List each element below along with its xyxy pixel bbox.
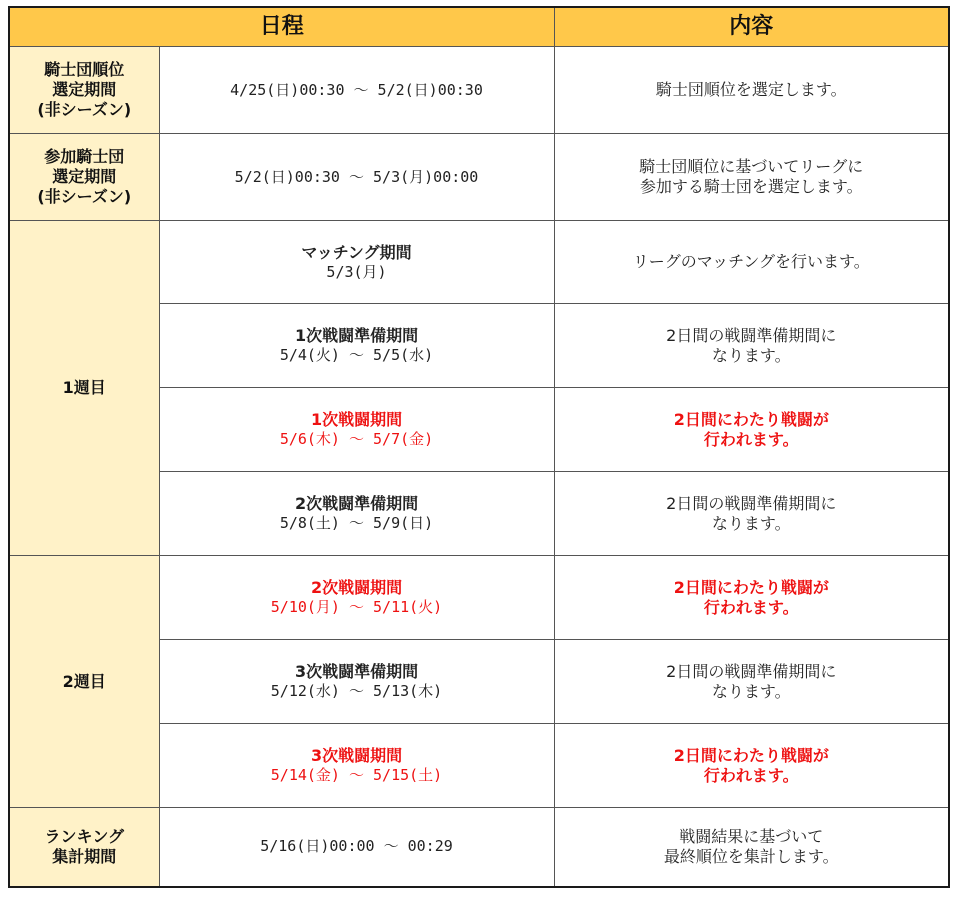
row-label-line: ランキング [44, 826, 125, 846]
schedule-cell [159, 388, 554, 472]
content-cell [554, 388, 949, 472]
schedule-cell [159, 556, 554, 640]
content-line: リーグのマッチングを行います。 [632, 252, 870, 271]
row-label [9, 47, 159, 134]
schedule-cell [159, 724, 554, 808]
schedule-date: 4/25(日)00:30 ～ 5/2(日)00:30 [230, 80, 483, 99]
schedule-title: 3次戦闘準備期間 [294, 662, 419, 682]
content-line: 行われます。 [703, 429, 799, 449]
content-cell [554, 556, 949, 640]
table-row [9, 556, 949, 640]
table-row [9, 134, 949, 221]
row-label [9, 556, 159, 808]
row-label [9, 221, 159, 556]
schedule-date: 5/4(火) ～ 5/5(水) [279, 346, 434, 365]
schedule-cell [159, 304, 554, 388]
schedule-title: 3次戦闘期間 [310, 746, 403, 766]
row-label-line: 参加騎士団 [44, 147, 125, 166]
row-label-line: 騎士団順位 [44, 60, 125, 79]
header-row [9, 7, 949, 47]
content-cell [554, 221, 949, 304]
schedule-title: 1次戦闘期間 [310, 410, 403, 430]
content-line: 2日間にわたり戦闘が [673, 745, 829, 765]
content-line: 2日間の戦闘準備期間に [666, 661, 837, 681]
schedule-header: 日程 [9, 7, 554, 47]
content-line: 戦闘結果に基づいて [679, 826, 824, 846]
table-row [9, 221, 949, 304]
row-label-line: 2週目 [62, 671, 106, 691]
row-label [9, 134, 159, 221]
content-line: 行われます。 [703, 597, 799, 617]
content-cell [554, 640, 949, 724]
schedule-date: 5/10(月) ～ 5/11(火) [270, 598, 443, 617]
content-line: 最終順位を集計します。 [663, 846, 839, 866]
schedule-date: 5/16(日)00:00 ～ 00:29 [260, 837, 453, 856]
table-row [9, 47, 949, 134]
schedule-table [8, 6, 950, 888]
schedule-date: 5/8(土) ～ 5/9(日) [279, 514, 434, 533]
row-label-line: (非シーズン) [37, 187, 132, 206]
content-cell [554, 134, 949, 221]
content-line: なります。 [711, 345, 791, 365]
content-line: 行われます。 [703, 765, 799, 785]
content-cell [554, 808, 949, 887]
row-label-line: (非シーズン) [37, 100, 132, 119]
schedule-date: 5/12(水) ～ 5/13(木) [270, 682, 443, 701]
content-header: 内容 [554, 7, 949, 47]
schedule-date: 5/14(金) ～ 5/15(土) [270, 766, 443, 785]
content-line: なります。 [711, 513, 791, 533]
row-label-line: 選定期間 [52, 167, 117, 186]
content-line: 2日間にわたり戦闘が [673, 409, 829, 429]
row-label-line: 選定期間 [52, 80, 117, 99]
schedule-cell [159, 640, 554, 724]
content-line: 騎士団順位に基づいてリーグに [639, 157, 864, 176]
schedule-title: 1次戦闘準備期間 [294, 326, 419, 346]
schedule-cell [159, 472, 554, 556]
schedule-title: マッチング期間 [301, 242, 412, 262]
schedule-title: 2次戦闘期間 [310, 578, 403, 598]
schedule-cell [159, 134, 554, 221]
schedule-cell [159, 808, 554, 887]
schedule-cell [159, 221, 554, 304]
content-cell [554, 472, 949, 556]
content-line: 2日間にわたり戦闘が [673, 577, 829, 597]
content-line: なります。 [711, 681, 791, 701]
content-cell [554, 724, 949, 808]
content-line: 2日間の戦闘準備期間に [666, 493, 837, 513]
schedule-cell [159, 47, 554, 134]
content-cell [554, 47, 949, 134]
row-label-line: 集計期間 [52, 846, 117, 866]
table-row [9, 808, 949, 887]
row-label [9, 808, 159, 887]
content-line: 2日間の戦闘準備期間に [666, 325, 837, 345]
content-line: 騎士団順位を選定します。 [655, 80, 847, 99]
row-label-line: 1週目 [62, 378, 106, 397]
schedule-title: 2次戦闘準備期間 [294, 494, 419, 514]
schedule-date: 5/2(日)00:30 ～ 5/3(月)00:00 [234, 167, 479, 186]
content-cell [554, 304, 949, 388]
schedule-date: 5/6(木) ～ 5/7(金) [279, 430, 434, 449]
content-line: 参加する騎士団を選定します。 [639, 177, 863, 196]
schedule-date: 5/3(月) [326, 262, 387, 281]
